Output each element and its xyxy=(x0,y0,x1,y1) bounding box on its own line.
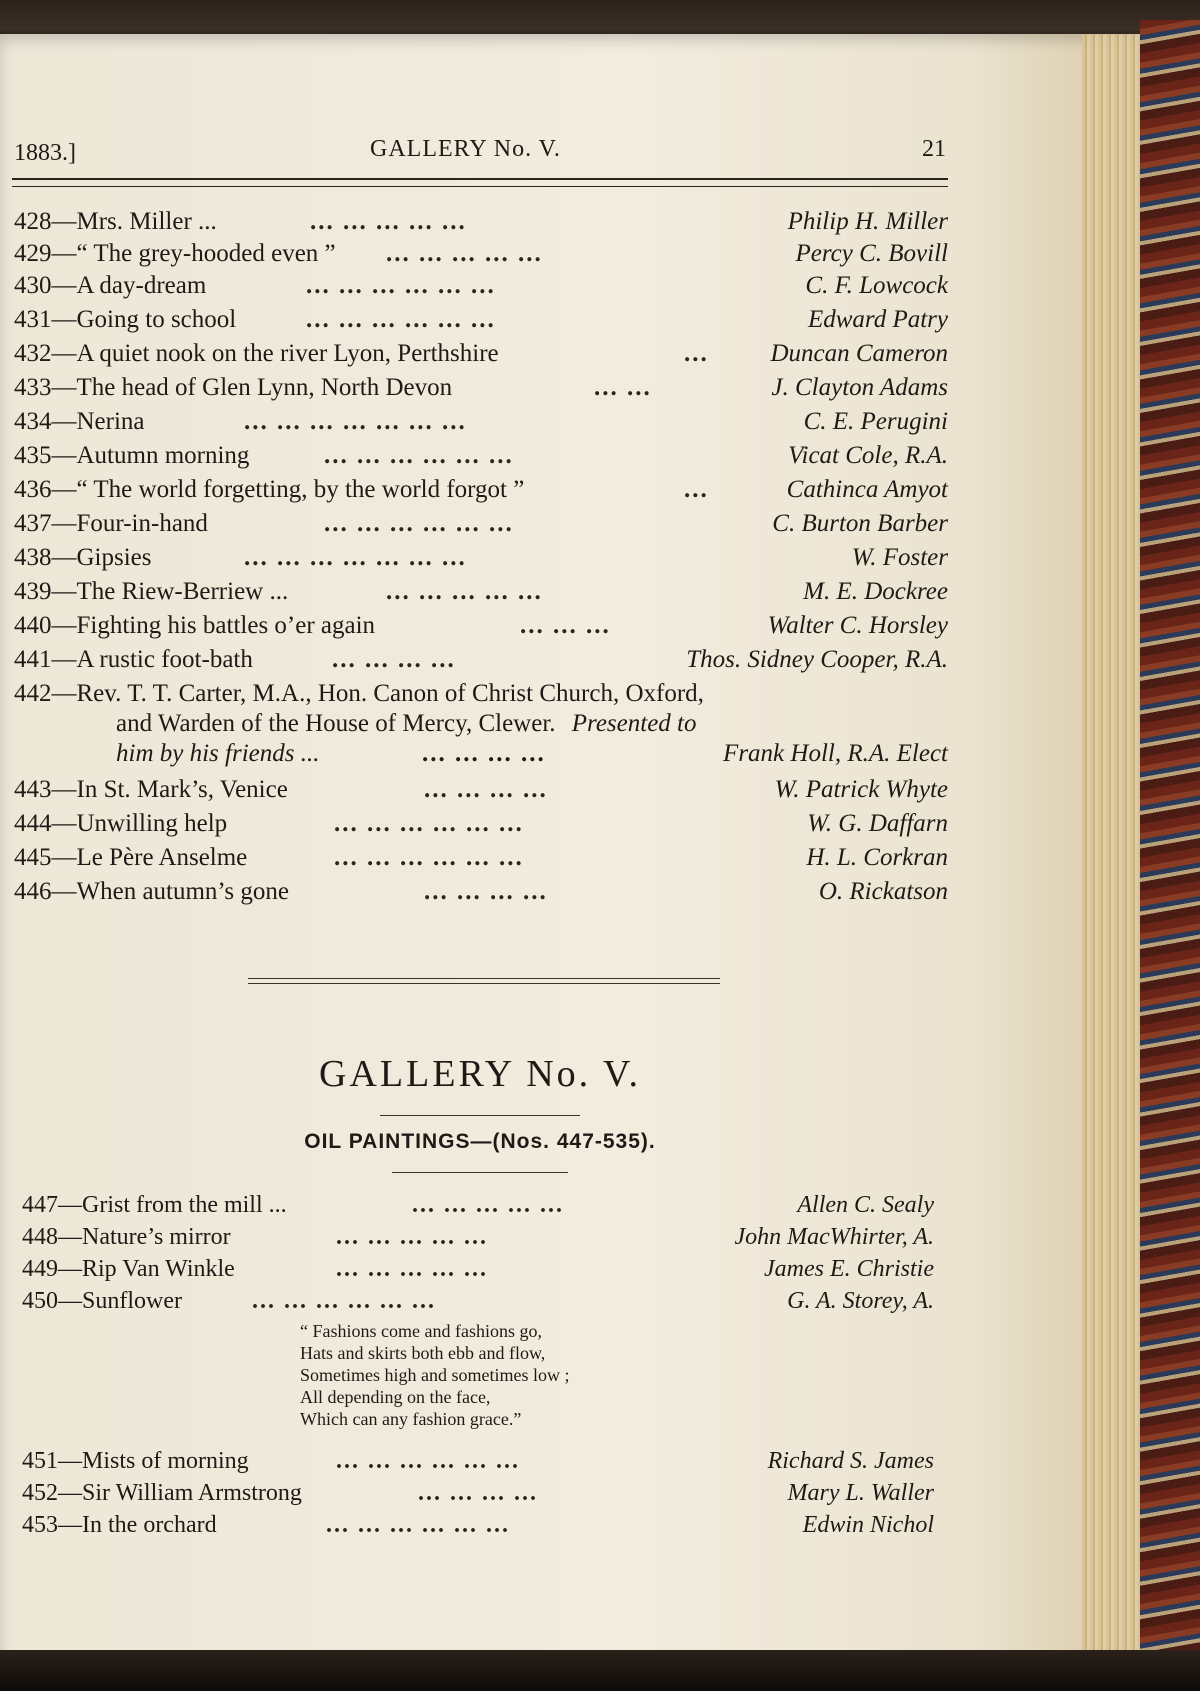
leader-dots: ... ... ... ... xyxy=(424,878,548,905)
entry-442-artist xyxy=(723,740,948,768)
catalogue-entry xyxy=(14,810,948,842)
header-title: GALLERY No. V. xyxy=(370,136,561,162)
entry-artist: M. E. Dockree xyxy=(803,578,948,605)
catalogue-entry xyxy=(14,878,948,910)
verse-line: “ Fashions come and fashions go, xyxy=(300,1321,542,1341)
catalogue-entry xyxy=(14,612,948,644)
verse-line: Hats and skirts both ebb and flow, xyxy=(300,1343,546,1363)
catalogue-entry xyxy=(22,1224,934,1256)
leader-dots: ... ... ... ... ... ... xyxy=(306,306,496,333)
catalogue-entry xyxy=(14,272,948,304)
entry-title: 437—Four-in-hand xyxy=(14,510,208,537)
entry-442-line2 xyxy=(116,710,697,738)
entry-title: 451—Mists of morning xyxy=(22,1448,249,1474)
leader-dots: ... ... ... ... ... xyxy=(336,1256,488,1282)
entry-title: 445—Le Père Anselme xyxy=(14,844,248,871)
entry-442-line1: 442—Rev. T. T. Carter, M.A., Hon. Canon of Christ Church, Oxford, xyxy=(14,680,704,707)
catalogue-entry xyxy=(22,1192,934,1224)
entry-artist: James E. Christie xyxy=(764,1256,934,1282)
section-divider xyxy=(248,978,720,984)
leader-dots: ... ... ... ... ... xyxy=(386,240,543,267)
entry-artist: W. G. Daffarn xyxy=(807,810,948,837)
leader-dots: ... ... ... ... ... ... ... xyxy=(244,544,467,571)
leader-dots: ... ... ... ... ... xyxy=(336,1224,488,1250)
catalogue-entry xyxy=(14,374,948,406)
entry-title: 446—When autumn’s gone xyxy=(14,878,289,905)
entry-title: 438—Gipsies xyxy=(14,544,152,571)
verse-line: Which can any fashion grace.” xyxy=(300,1409,522,1429)
leader-dots: ... ... ... ... ... xyxy=(310,208,467,235)
entry-title: 436—“ The world forgetting, by the world forgot ” xyxy=(14,476,525,503)
running-header xyxy=(14,134,946,170)
entry-title: 453—In the orchard xyxy=(22,1512,217,1538)
entry-title: 439—The Riew-Berriew ... xyxy=(14,578,289,605)
catalogue-entry xyxy=(22,1448,934,1480)
entry-title: 430—A day-dream xyxy=(14,272,207,299)
entry-artist: C. F. Lowcock xyxy=(805,272,948,299)
section-subheading: OIL PAINTINGS—(Nos. 447-535). xyxy=(304,1130,656,1153)
entry-artist: W. Foster xyxy=(851,544,948,571)
leader-dots: ... ... ... ... ... ... xyxy=(326,1512,510,1538)
bottom-shadow xyxy=(0,1650,1200,1691)
entry-442-line2-text: and Warden of the House of Mercy, Clewer. xyxy=(116,710,556,737)
entry-title: 449—Rip Van Winkle xyxy=(22,1256,235,1282)
catalogue-entry xyxy=(14,578,948,610)
entry-title: 429—“ The grey-hooded even ” xyxy=(14,240,336,267)
entry-artist: Edward Patry xyxy=(807,306,948,333)
section-title: GALLERY No. V. xyxy=(318,1053,642,1095)
leader-dots: ... ... ... ... ... ... xyxy=(306,272,496,299)
verse-line: All depending on the face, xyxy=(300,1387,491,1407)
entry-442-presented: Presented to xyxy=(571,710,697,737)
leader-dots: ... xyxy=(684,476,709,503)
leader-dots: ... ... ... ... xyxy=(422,740,546,767)
entry-title: 441—A rustic foot-bath xyxy=(14,646,253,673)
catalogue-entry xyxy=(14,544,948,576)
catalogue-entry xyxy=(14,208,948,240)
title-rule xyxy=(380,1115,580,1116)
entry-artist: G. A. Storey, A. xyxy=(787,1288,934,1314)
entry-title: 444—Unwilling help xyxy=(14,810,228,837)
catalogue-entry xyxy=(14,510,948,542)
verse-line: Sometimes high and sometimes low ; xyxy=(300,1365,570,1385)
entry-442-line3 xyxy=(116,740,319,768)
catalogue-entry xyxy=(22,1288,934,1320)
leader-dots: ... ... ... ... ... xyxy=(412,1192,564,1218)
page-edges xyxy=(1082,34,1140,1662)
entry-title: 447—Grist from the mill ... xyxy=(22,1192,287,1218)
marbled-edge xyxy=(1140,20,1200,1670)
leader-dots: ... ... ... ... ... ... ... xyxy=(244,408,467,435)
entry-artist: Thos. Sidney Cooper, R.A. xyxy=(686,646,948,673)
leader-dots: ... ... ... ... ... ... xyxy=(334,844,524,871)
header-rule xyxy=(12,178,948,187)
entry-title: 448—Nature’s mirror xyxy=(22,1224,231,1250)
entry-title: 443—In St. Mark’s, Venice xyxy=(14,776,288,803)
leader-dots: ... ... ... ... xyxy=(332,646,456,673)
entry-artist: Allen C. Sealy xyxy=(797,1192,934,1218)
leader-dots: ... ... ... ... ... ... xyxy=(324,510,514,537)
entry-artist: Duncan Cameron xyxy=(770,340,948,367)
entry-artist: C. Burton Barber xyxy=(772,510,948,537)
entry-artist: H. L. Corkran xyxy=(806,844,948,871)
catalogue-entry xyxy=(14,844,948,876)
catalogue-entry xyxy=(14,646,948,678)
catalogue-entry xyxy=(14,340,948,372)
subheading-rule xyxy=(392,1172,568,1173)
entry-artist: W. Patrick Whyte xyxy=(774,776,948,803)
entry-title: 452—Sir William Armstrong xyxy=(22,1480,302,1506)
entry-442-friends: him by his friends ... xyxy=(116,740,320,767)
leader-dots: ... ... ... ... ... xyxy=(386,578,543,605)
entry-artist: O. Rickatson xyxy=(818,878,948,905)
entry-title: 435—Autumn morning xyxy=(14,442,250,469)
entry-artist: C. E. Perugini xyxy=(803,408,948,435)
catalogue-entry xyxy=(14,408,948,440)
leader-dots: ... ... ... xyxy=(520,612,611,639)
catalogue-entry xyxy=(14,240,948,272)
entry-artist: Mary L. Waller xyxy=(787,1480,934,1506)
entry-artist: Walter C. Horsley xyxy=(767,612,948,639)
leader-dots: ... ... ... ... ... ... xyxy=(252,1288,436,1314)
verse-quotation xyxy=(300,1320,569,1430)
entry-artist: Percy C. Bovill xyxy=(795,240,948,267)
leader-dots: ... ... ... ... ... ... xyxy=(324,442,514,469)
entry-artist: J. Clayton Adams xyxy=(771,374,948,401)
leader-dots: ... ... ... ... ... ... xyxy=(334,810,524,837)
entry-title: 440—Fighting his battles o’er again xyxy=(14,612,376,639)
entry-title: 433—The head of Glen Lynn, North Devon xyxy=(14,374,453,401)
entry-title: 450—Sunflower xyxy=(22,1288,182,1314)
page-number: 21 xyxy=(922,136,946,162)
entry-artist: Philip H. Miller xyxy=(787,208,948,235)
entry-artist: Edwin Nichol xyxy=(802,1512,934,1538)
entry-title: 431—Going to school xyxy=(14,306,237,333)
entry-artist: Richard S. James xyxy=(767,1448,934,1474)
leader-dots: ... ... xyxy=(594,374,652,401)
entry-artist: Frank Holl, R.A. Elect xyxy=(723,740,948,767)
catalogue-entry xyxy=(14,476,948,508)
entry-title: 432—A quiet nook on the river Lyon, Perthshire xyxy=(14,340,499,367)
entry-artist: John MacWhirter, A. xyxy=(734,1224,934,1250)
catalogue-entry xyxy=(22,1480,934,1512)
entry-title: 428—Mrs. Miller ... xyxy=(14,208,217,235)
leader-dots: ... ... ... ... ... ... xyxy=(336,1448,520,1474)
catalogue-entry xyxy=(22,1256,934,1288)
entry-artist: Vicat Cole, R.A. xyxy=(788,442,948,469)
header-year: 1883.] xyxy=(14,140,76,166)
leader-dots: ... ... ... ... xyxy=(424,776,548,803)
catalogue-entry xyxy=(14,442,948,474)
entry-artist: Cathinca Amyot xyxy=(786,476,948,503)
catalogue-entry xyxy=(14,776,948,808)
catalogue-entry xyxy=(22,1512,934,1544)
leader-dots: ... ... ... ... xyxy=(418,1480,538,1506)
catalogue-entry xyxy=(14,306,948,338)
leader-dots: ... xyxy=(684,340,709,367)
entry-title: 434—Nerina xyxy=(14,408,145,435)
